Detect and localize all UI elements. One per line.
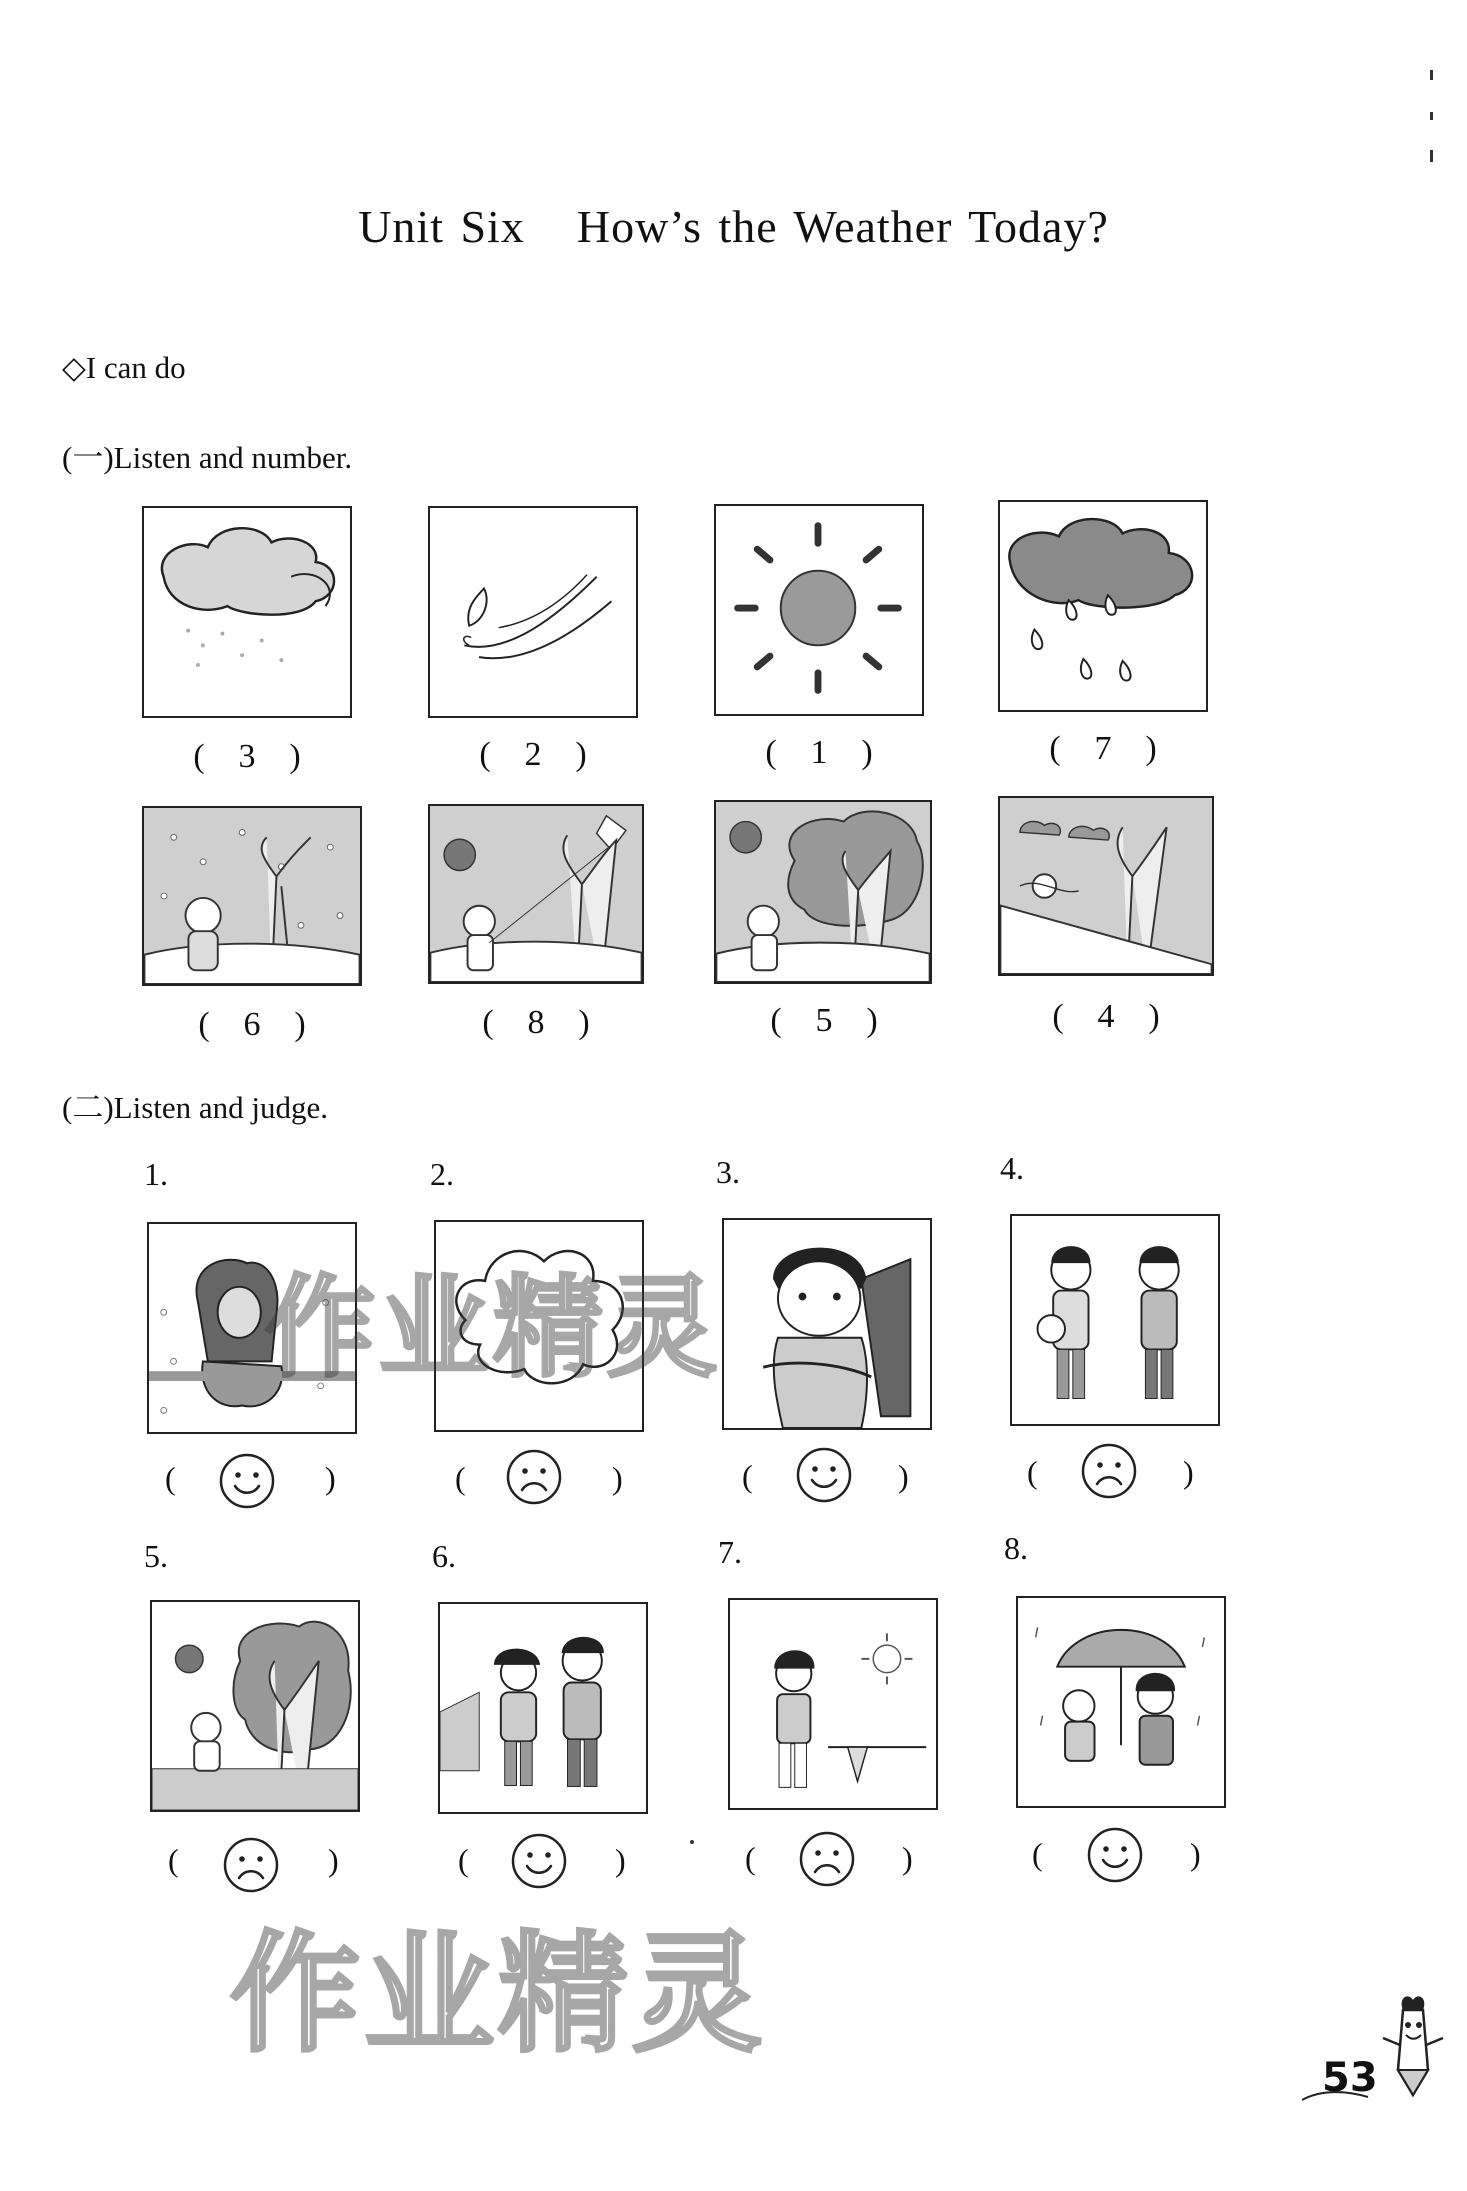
question-number: 8.	[1004, 1530, 1028, 1566]
cold-boy-illustration	[724, 1220, 930, 1428]
close-paren: )	[902, 1840, 913, 1876]
answer-number: 8	[527, 1004, 545, 1041]
picture-windy	[428, 506, 638, 718]
open-paren: (	[1032, 1836, 1043, 1872]
frown-face-icon	[1080, 1442, 1138, 1500]
close-paren: )	[328, 1842, 339, 1878]
open-paren: (	[458, 1842, 469, 1878]
smile-face-icon	[1086, 1826, 1144, 1884]
sunny-scene-illustration	[716, 802, 930, 982]
edge-mark	[1430, 70, 1433, 80]
question-number: 5.	[144, 1538, 168, 1574]
picture-rainy	[998, 500, 1208, 712]
open-paren: (	[742, 1458, 753, 1494]
frown-face-icon	[798, 1830, 856, 1888]
hot-girl-illustration	[730, 1600, 936, 1808]
close-paren: )	[612, 1460, 623, 1496]
smile-face-icon	[218, 1452, 276, 1510]
answer-box: ( 4 )	[1052, 998, 1160, 1035]
watermark-text: 作业精灵	[230, 1918, 767, 2070]
windy-scene-illustration	[1000, 798, 1212, 974]
answer-box: ( 5 )	[770, 1002, 878, 1039]
section-i-can-do: ◇I can do	[62, 350, 186, 385]
question-number: 6.	[432, 1538, 456, 1574]
picture-windy-scene	[998, 796, 1214, 976]
answer-number: 7	[1094, 730, 1112, 767]
picture-kite-scene	[428, 804, 644, 984]
smile-face-icon	[795, 1446, 853, 1504]
picture-umbrella	[1016, 1596, 1226, 1808]
open-paren: (	[1027, 1454, 1038, 1490]
picture-snowy-scene	[142, 806, 362, 986]
pencil-mascot-icon	[1378, 1990, 1448, 2100]
answer-number: 2	[524, 736, 542, 773]
answer-number: 6	[243, 1006, 261, 1043]
stray-dot	[690, 1840, 694, 1844]
answer-number: 4	[1097, 998, 1115, 1035]
picture-sunny-scene	[714, 800, 932, 984]
picture-two-children	[438, 1602, 648, 1814]
picture-hot-boy	[150, 1600, 360, 1812]
picture-cloudy	[142, 506, 352, 718]
kite-scene-illustration	[430, 806, 642, 982]
wind-icon	[430, 508, 636, 716]
cloud-icon	[144, 508, 350, 716]
frown-face-icon	[222, 1836, 280, 1894]
frown-face-icon	[505, 1448, 563, 1506]
answer-box: ( 1 )	[765, 734, 873, 771]
close-paren: )	[1190, 1836, 1201, 1872]
title-unit: Unit Six	[358, 201, 525, 252]
picture-two-boys	[1010, 1214, 1220, 1426]
answer-box: ( 7 )	[1049, 730, 1157, 767]
sun-icon	[716, 506, 922, 714]
hot-boy-illustration	[152, 1602, 358, 1810]
snow-scene-illustration	[144, 808, 360, 984]
question-number: 3.	[716, 1154, 740, 1190]
rain-icon	[1000, 502, 1206, 710]
section-listen-judge: (二)Listen and judge.	[62, 1090, 329, 1125]
open-paren: (	[745, 1840, 756, 1876]
page-title	[0, 200, 1467, 253]
question-number: 7.	[718, 1534, 742, 1570]
answer-number: 3	[238, 738, 256, 775]
answer-box: ( 6 )	[198, 1006, 306, 1043]
answer-number: 5	[815, 1002, 833, 1039]
open-paren: (	[165, 1460, 176, 1496]
question-number: 1.	[144, 1156, 168, 1192]
question-number: 4.	[1000, 1150, 1024, 1186]
edge-mark	[1430, 112, 1433, 120]
close-paren: )	[615, 1842, 626, 1878]
close-paren: )	[898, 1458, 909, 1494]
answer-number: 1	[810, 734, 828, 771]
picture-cold-boy	[722, 1218, 932, 1430]
close-paren: )	[1183, 1454, 1194, 1490]
two-children-illustration	[440, 1604, 646, 1812]
two-boys-illustration	[1012, 1216, 1218, 1424]
picture-hot-girl	[728, 1598, 938, 1810]
open-paren: (	[168, 1842, 179, 1878]
picture-sunny	[714, 504, 924, 716]
answer-box: ( 3 )	[193, 738, 301, 775]
answer-box: ( 8 )	[482, 1004, 590, 1041]
smile-face-icon	[510, 1832, 568, 1890]
watermark-text: 作业精灵	[265, 1264, 721, 1392]
umbrella-illustration	[1018, 1598, 1224, 1806]
answer-box: ( 2 )	[479, 736, 587, 773]
page-swoosh-icon	[1300, 2085, 1370, 2105]
edge-mark	[1430, 150, 1433, 162]
title-topic: How’s the Weather Today?	[576, 201, 1109, 252]
close-paren: )	[325, 1460, 336, 1496]
open-paren: (	[455, 1460, 466, 1496]
section-listen-number: (一)Listen and number.	[62, 440, 353, 475]
page-number: 53	[1322, 2055, 1378, 2101]
question-number: 2.	[430, 1156, 454, 1192]
